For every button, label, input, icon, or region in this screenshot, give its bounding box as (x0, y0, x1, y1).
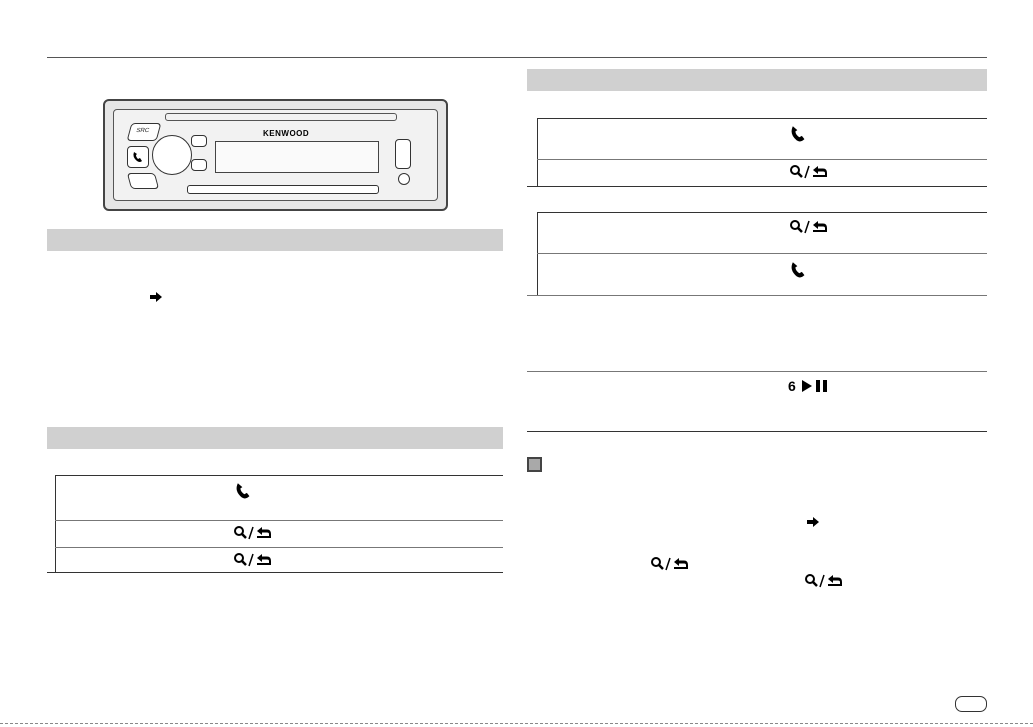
section-bar-2 (47, 427, 503, 449)
table-rule (537, 118, 987, 119)
table-rule (55, 475, 503, 476)
table-rule (55, 520, 503, 521)
arrow-right-icon (150, 292, 162, 302)
phone-button-illustration (127, 146, 149, 168)
search-back-icon (233, 552, 273, 568)
arrow-right-icon (807, 517, 819, 527)
unit-display (215, 141, 379, 173)
section-bar-right (527, 69, 987, 91)
volume-knob (152, 135, 192, 175)
disc-slot (165, 113, 397, 121)
search-back-icon (789, 164, 829, 180)
table-left-border (55, 475, 56, 572)
search-back-icon (789, 219, 829, 235)
table-rule (537, 253, 987, 254)
table-rule (47, 572, 503, 573)
square-bullet-icon (527, 457, 542, 472)
header-rule (47, 57, 987, 58)
search-back-button-illustration (127, 173, 159, 189)
src-button (127, 123, 162, 141)
down-button (191, 159, 207, 171)
search-back-icon (233, 525, 273, 541)
search-back-icon (650, 556, 690, 572)
table-rule (527, 295, 987, 296)
src-label: SRC (135, 128, 150, 134)
table-left-border (537, 212, 538, 296)
search-back-icon (804, 573, 844, 589)
phone-icon (234, 482, 252, 500)
page-number-badge (955, 696, 987, 712)
table-rule (527, 371, 987, 372)
phone-icon (131, 150, 145, 164)
table-rule (537, 212, 987, 213)
head-unit-illustration (103, 99, 448, 211)
preset-6-label: 6 (788, 378, 796, 394)
table-left-border (537, 118, 538, 186)
table-rule (527, 431, 987, 432)
table-rule (527, 186, 987, 187)
table-rule (55, 547, 503, 548)
phone-icon (789, 261, 807, 279)
aux-jack (398, 173, 410, 185)
section-bar-1 (47, 229, 503, 251)
preset-buttons-row (187, 185, 379, 194)
brand-logo: KENWOOD (263, 129, 310, 138)
up-button (191, 135, 207, 147)
phone-icon (789, 125, 807, 143)
usb-port (395, 139, 411, 169)
play-pause-icon (800, 379, 830, 393)
table-rule (537, 159, 987, 160)
footer-rule (0, 723, 1033, 725)
